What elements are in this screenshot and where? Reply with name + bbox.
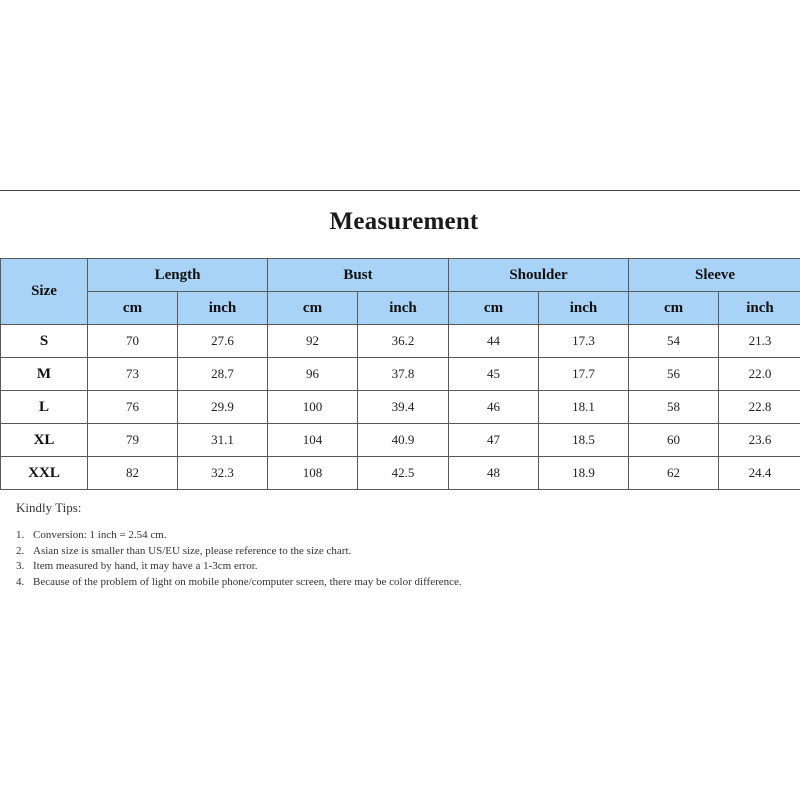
group-header-bust: Bust — [268, 259, 449, 292]
tip-text: Because of the problem of light on mobile phone/computer screen, there may be color difference. — [33, 575, 462, 588]
tips-heading: Kindly Tips: — [16, 500, 82, 515]
table-cell: 18.5 — [539, 424, 629, 457]
table-cell: 92 — [268, 325, 358, 358]
size-label: M — [1, 358, 88, 391]
size-column-header: Size — [1, 259, 88, 325]
top-divider — [0, 190, 800, 191]
table-cell: 96 — [268, 358, 358, 391]
table-cell: 47 — [449, 424, 539, 457]
table-cell: 40.9 — [358, 424, 449, 457]
group-header-sleeve: Sleeve — [629, 259, 800, 292]
table-cell: 31.1 — [178, 424, 268, 457]
table-row — [1, 457, 800, 490]
table-header-row — [1, 259, 800, 292]
list-item — [16, 575, 476, 591]
table-cell: 27.6 — [178, 325, 268, 358]
table-row — [1, 325, 800, 358]
table-cell: 23.6 — [719, 424, 800, 457]
unit-header: cm — [268, 292, 358, 325]
table-cell: 37.8 — [358, 358, 449, 391]
page-title: Measurement — [329, 208, 479, 235]
group-header-length: Length — [88, 259, 268, 292]
table-cell: 100 — [268, 391, 358, 424]
table-cell: 36.2 — [358, 325, 449, 358]
table-cell: 22.0 — [719, 358, 800, 391]
table-row — [1, 358, 800, 391]
table-cell: 73 — [88, 358, 178, 391]
unit-header: cm — [88, 292, 178, 325]
table-cell: 60 — [629, 424, 719, 457]
table-row — [1, 424, 800, 457]
tips-list — [16, 528, 476, 590]
table-cell: 32.3 — [178, 457, 268, 490]
table-cell: 18.9 — [539, 457, 629, 490]
tip-text: Asian size is smaller than US/EU size, please reference to the size chart. — [33, 544, 352, 557]
table-cell: 17.3 — [539, 325, 629, 358]
table-cell: 42.5 — [358, 457, 449, 490]
tip-number: 4. — [16, 575, 25, 588]
table-unit-row — [1, 292, 800, 325]
table-cell: 45 — [449, 358, 539, 391]
table-cell: 21.3 — [719, 325, 800, 358]
list-item — [16, 559, 476, 575]
tip-number: 3. — [16, 560, 25, 572]
table-cell: 79 — [88, 424, 178, 457]
table-cell: 28.7 — [178, 358, 268, 391]
unit-header: inch — [539, 292, 629, 325]
table-cell: 104 — [268, 424, 358, 457]
group-header-shoulder: Shoulder — [449, 259, 629, 292]
unit-header: cm — [629, 292, 719, 325]
kindly-tips — [16, 500, 476, 590]
unit-header: inch — [178, 292, 268, 325]
table-cell: 76 — [88, 391, 178, 424]
table-cell: 22.8 — [719, 391, 800, 424]
table-row — [1, 391, 800, 424]
table-cell: 108 — [268, 457, 358, 490]
table-cell: 29.9 — [178, 391, 268, 424]
size-chart-table — [0, 258, 800, 490]
table-cell: 24.4 — [719, 457, 800, 490]
table-cell: 82 — [88, 457, 178, 490]
table-cell: 54 — [629, 325, 719, 358]
table-cell: 56 — [629, 358, 719, 391]
table-cell: 39.4 — [358, 391, 449, 424]
table-cell: 17.7 — [539, 358, 629, 391]
size-label: L — [1, 391, 88, 424]
tip-number: 1. — [16, 529, 25, 541]
size-label: XXL — [1, 457, 88, 490]
unit-header: cm — [449, 292, 539, 325]
unit-header: inch — [719, 292, 800, 325]
table-cell: 48 — [449, 457, 539, 490]
table-cell: 18.1 — [539, 391, 629, 424]
table-cell: 46 — [449, 391, 539, 424]
table-cell: 44 — [449, 325, 539, 358]
table-cell: 62 — [629, 457, 719, 490]
size-label: XL — [1, 424, 88, 457]
unit-header: inch — [358, 292, 449, 325]
list-item — [16, 528, 476, 544]
tip-text: Item measured by hand, it may have a 1-3cm error. — [33, 560, 258, 572]
table-cell: 70 — [88, 325, 178, 358]
table-cell: 58 — [629, 391, 719, 424]
size-label: S — [1, 325, 88, 358]
tip-number: 2. — [16, 544, 25, 557]
tip-text: Conversion: 1 inch = 2.54 cm. — [33, 529, 167, 541]
list-item — [16, 544, 476, 560]
